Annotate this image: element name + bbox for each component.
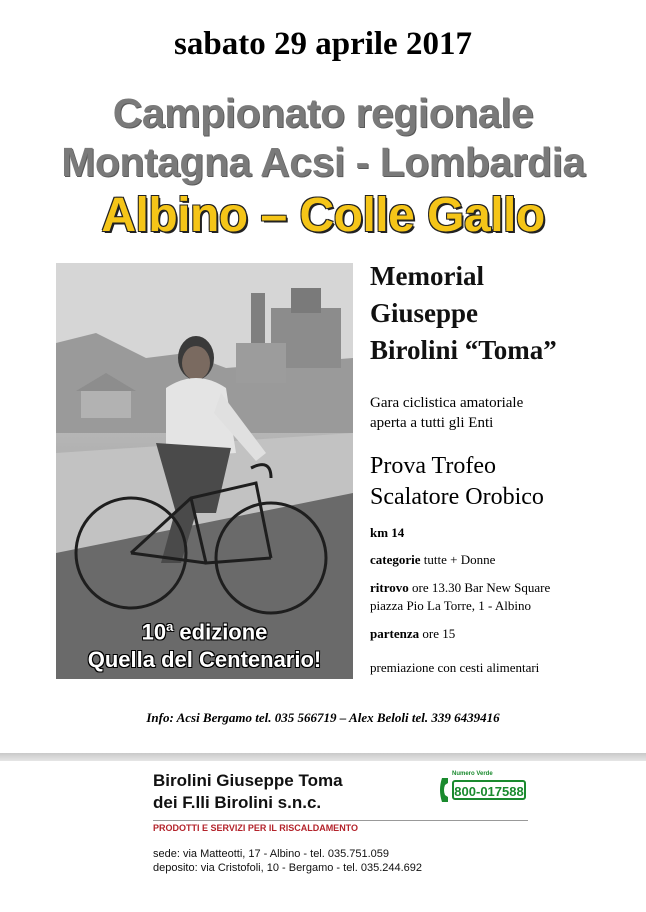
- start-label: partenza: [370, 626, 420, 641]
- meeting-label: ritrovo: [370, 580, 409, 595]
- address-sede: sede: via Matteotti, 17 - Albino - tel. 035.751.059: [153, 848, 390, 860]
- footer-divider: [0, 753, 646, 761]
- awards: premiazione con cesti alimentari: [370, 660, 540, 675]
- title-line-1: Campionato regionale: [112, 90, 534, 136]
- categories: [370, 551, 495, 569]
- route-title: Albino – Colle Gallo: [101, 189, 545, 242]
- edition-word: edizione: [173, 619, 268, 645]
- start-value: ore 15: [419, 626, 456, 641]
- trophy-title: [370, 451, 544, 513]
- sponsor-name-line-1: Birolini Giuseppe Toma: [153, 771, 343, 790]
- prova-line-2: Scalatore Orobico: [370, 484, 544, 510]
- contact-info: Info: Acsi Bergamo tel. 035 566719 – Alex Beloli tel. 339 6439416: [146, 710, 500, 725]
- phone-icon: [438, 777, 452, 803]
- edition-sup: a: [166, 619, 174, 634]
- meeting-address: piazza Pio La Torre, 1 - Albino: [370, 598, 531, 613]
- green-number-badge: [438, 770, 528, 806]
- memorial-line-3: Birolini “Toma”: [370, 335, 557, 365]
- start-time: [370, 625, 455, 643]
- green-number: 800-017588: [452, 780, 526, 800]
- distance: km 14: [370, 525, 405, 540]
- green-number-label: Numero Verde: [452, 771, 493, 777]
- cyclist-photo-illustration: [56, 263, 353, 679]
- meeting-value: ore 13.30 Bar New Square: [408, 580, 551, 595]
- sponsor-name-line-2: dei F.lli Birolini s.n.c.: [153, 793, 322, 812]
- categories-label: categorie: [370, 552, 421, 567]
- gara-line-2: aperta a tutti gli Enti: [370, 415, 494, 431]
- gara-line-1: Gara ciclistica amatoriale: [370, 395, 524, 411]
- sponsor-rule: [153, 820, 528, 821]
- race-description: [370, 393, 523, 433]
- edition-caption: [56, 619, 353, 645]
- categories-value: tutte + Donne: [420, 552, 496, 567]
- meeting-point: [370, 579, 550, 615]
- centenary-caption: Quella del Centenario!: [87, 647, 322, 672]
- memorial-title: [370, 258, 557, 369]
- sponsor-name: [153, 770, 343, 814]
- event-date: sabato 29 aprile 2017: [174, 26, 472, 62]
- prova-line-1: Prova Trofeo: [370, 453, 497, 479]
- title-line-2: Montagna Acsi - Lombardia: [61, 139, 585, 185]
- memorial-line-2: Giuseppe: [370, 298, 479, 328]
- address-deposito: deposito: via Cristofoli, 10 - Bergamo - tel. 035.244.692: [153, 862, 423, 874]
- memorial-line-1: Memorial: [370, 261, 484, 291]
- sponsor-tagline: PRODOTTI E SERVIZI PER IL RISCALDAMENTO: [153, 823, 359, 833]
- cyclist-photo: [56, 263, 353, 679]
- edition-number: 10: [141, 619, 167, 645]
